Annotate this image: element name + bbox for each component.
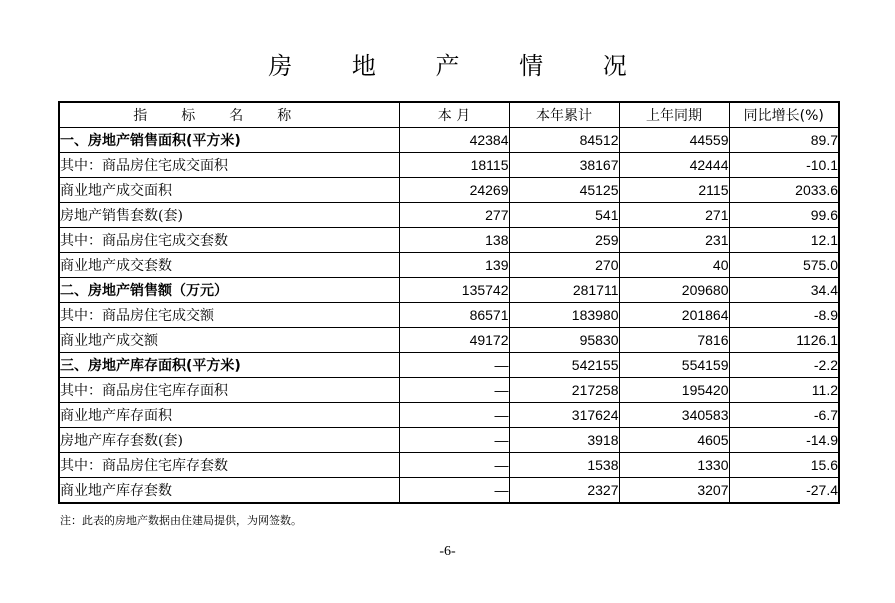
cell-yoy: -2.2	[729, 353, 839, 378]
cell-month: —	[399, 378, 509, 403]
cell-yoy: 1126.1	[729, 328, 839, 353]
cell-month: —	[399, 478, 509, 504]
table-row	[59, 228, 839, 253]
table-row	[59, 478, 839, 504]
header-ytd: 本年累计	[509, 102, 619, 128]
cell-last-year: 1330	[619, 453, 729, 478]
cell-yoy: 12.1	[729, 228, 839, 253]
row-label: 其中：商品房住宅库存面积	[59, 378, 399, 403]
cell-last-year: 42444	[619, 153, 729, 178]
header-month: 本 月	[399, 102, 509, 128]
cell-month: 49172	[399, 328, 509, 353]
row-label: 其中：商品房住宅成交额	[59, 303, 399, 328]
table-row	[59, 453, 839, 478]
cell-last-year: 231	[619, 228, 729, 253]
cell-yoy: 15.6	[729, 453, 839, 478]
cell-month: 42384	[399, 128, 509, 153]
cell-ytd: 95830	[509, 328, 619, 353]
row-label: 商业地产库存套数	[59, 478, 399, 504]
table-row	[59, 203, 839, 228]
header-yoy: 同比增长(%)	[729, 102, 839, 128]
cell-ytd: 317624	[509, 403, 619, 428]
cell-ytd: 1538	[509, 453, 619, 478]
table-row	[59, 178, 839, 203]
cell-month: 135742	[399, 278, 509, 303]
header-last-year: 上年同期	[619, 102, 729, 128]
cell-month: 18115	[399, 153, 509, 178]
row-label: 房地产销售套数(套)	[59, 203, 399, 228]
table-row	[59, 328, 839, 353]
real-estate-table	[58, 101, 840, 504]
cell-month: —	[399, 453, 509, 478]
table-row	[59, 128, 839, 153]
row-label: 其中：商品房住宅成交面积	[59, 153, 399, 178]
cell-yoy: 89.7	[729, 128, 839, 153]
cell-last-year: 40	[619, 253, 729, 278]
row-label: 商业地产成交套数	[59, 253, 399, 278]
cell-last-year: 340583	[619, 403, 729, 428]
cell-last-year: 201864	[619, 303, 729, 328]
cell-month: 139	[399, 253, 509, 278]
cell-month: 138	[399, 228, 509, 253]
cell-ytd: 38167	[509, 153, 619, 178]
cell-last-year: 2115	[619, 178, 729, 203]
table-row	[59, 428, 839, 453]
cell-last-year: 554159	[619, 353, 729, 378]
cell-yoy: -14.9	[729, 428, 839, 453]
row-label: 其中：商品房住宅库存套数	[59, 453, 399, 478]
page-title: 房 地 产 情 况	[268, 52, 653, 80]
row-label: 商业地产成交额	[59, 328, 399, 353]
page-number: -6-	[439, 544, 456, 559]
cell-last-year: 271	[619, 203, 729, 228]
cell-ytd: 541	[509, 203, 619, 228]
row-label: 三、房地产库存面积(平方米)	[59, 353, 399, 378]
footnote: 注：此表的房地产数据由住建局提供，为网签数。	[60, 514, 302, 527]
cell-month: —	[399, 403, 509, 428]
table-row	[59, 153, 839, 178]
cell-yoy: -27.4	[729, 478, 839, 504]
cell-month: 277	[399, 203, 509, 228]
cell-ytd: 542155	[509, 353, 619, 378]
table-row	[59, 303, 839, 328]
header-indicator: 指标名称	[59, 102, 399, 128]
cell-ytd: 270	[509, 253, 619, 278]
cell-ytd: 183980	[509, 303, 619, 328]
table-row	[59, 403, 839, 428]
cell-month: 86571	[399, 303, 509, 328]
cell-yoy: 2033.6	[729, 178, 839, 203]
cell-last-year: 195420	[619, 378, 729, 403]
cell-yoy: 34.4	[729, 278, 839, 303]
row-label: 其中：商品房住宅成交套数	[59, 228, 399, 253]
row-label: 商业地产库存面积	[59, 403, 399, 428]
table-row	[59, 253, 839, 278]
cell-ytd: 45125	[509, 178, 619, 203]
cell-ytd: 84512	[509, 128, 619, 153]
row-label: 二、房地产销售额（万元）	[59, 278, 399, 303]
cell-ytd: 259	[509, 228, 619, 253]
cell-last-year: 44559	[619, 128, 729, 153]
table-header-row	[59, 102, 839, 128]
cell-yoy: 575.0	[729, 253, 839, 278]
cell-yoy: 99.6	[729, 203, 839, 228]
cell-ytd: 3918	[509, 428, 619, 453]
cell-ytd: 281711	[509, 278, 619, 303]
cell-ytd: 2327	[509, 478, 619, 504]
cell-yoy: -6.7	[729, 403, 839, 428]
table-row	[59, 378, 839, 403]
cell-month: 24269	[399, 178, 509, 203]
cell-last-year: 7816	[619, 328, 729, 353]
cell-last-year: 4605	[619, 428, 729, 453]
cell-yoy: -10.1	[729, 153, 839, 178]
cell-yoy: 11.2	[729, 378, 839, 403]
row-label: 房地产库存套数(套)	[59, 428, 399, 453]
table-row	[59, 353, 839, 378]
cell-last-year: 209680	[619, 278, 729, 303]
cell-month: —	[399, 428, 509, 453]
cell-month: —	[399, 353, 509, 378]
row-label: 商业地产成交面积	[59, 178, 399, 203]
table-row	[59, 278, 839, 303]
cell-last-year: 3207	[619, 478, 729, 504]
row-label: 一、房地产销售面积(平方米)	[59, 128, 399, 153]
cell-ytd: 217258	[509, 378, 619, 403]
cell-yoy: -8.9	[729, 303, 839, 328]
